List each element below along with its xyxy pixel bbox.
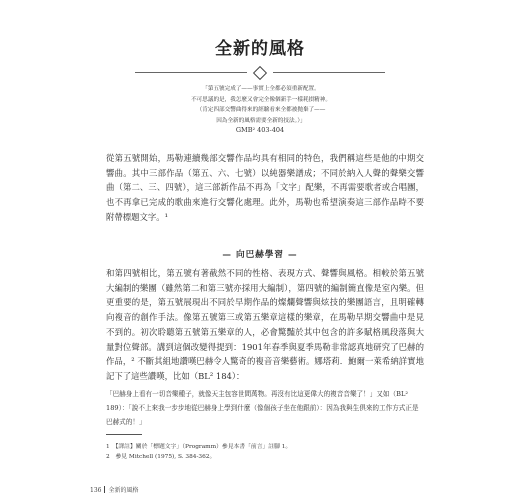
body-paragraph-1: 從第五號開始，馬勒連續幾部交響作品均具有相同的特色，我們稱這些是他的中期交響曲。其中三部作品（第五、六、七號）以純器樂譜成；不同於納入人聲的聲樂交響曲（第二、三、四號），這三部新作品不再為「文字」配樂，不再需要歌者或合唱團，也不再拿已完成的歌曲來進行交響化處理。此外，馬勒也希望演奏這三部作品時不要附帶標題文字。¹ bbox=[106, 153, 424, 222]
running-title: 全新的風格 bbox=[108, 487, 139, 494]
ornament-rule-left bbox=[135, 72, 247, 73]
footnote-2: 2 參見 Mitchell (1975), S. 384-362。 bbox=[106, 454, 216, 460]
page-number: 136 bbox=[90, 487, 102, 494]
title-ornament bbox=[135, 68, 385, 78]
footnote-1: 1 【譯註】關於「標題文字」（Programm）參見本書「前言」註腳 1。 bbox=[106, 444, 292, 450]
footnote-divider bbox=[106, 434, 142, 435]
chapter-title: 全新的風格 bbox=[215, 39, 305, 59]
epigraph-line: （肯定四部交響曲得來的經驗看來全都被抛棄了—— bbox=[196, 107, 326, 113]
page-footer bbox=[90, 485, 138, 494]
folio-divider bbox=[104, 486, 105, 493]
quotation: 「巴赫身上看有一切音樂種子，就像天主包容世間萬物。再沒有比這更偉大的複音音樂了！」又如（BL² 189）：「說不上來我一步步地從巴赫身上學到什麼（像個孩子坐在他跟前）：因為我與生俱來的工作方式正是巴赫式的！」 bbox=[106, 390, 419, 426]
epigraph-line: 因為全新的風格需要全新的技法。）」 bbox=[216, 117, 306, 124]
section-heading: — 向巴赫學習 — bbox=[222, 250, 298, 260]
epigraph-line: 「第五號完成了——事實上全都必須重新配置。 bbox=[202, 86, 320, 92]
epigraph-line: 不可思議的是，我怎麼又會完全像個新手一樣耗損精神。 bbox=[191, 96, 331, 103]
ornament-rule-right bbox=[273, 72, 385, 73]
diamond-ornament-icon bbox=[253, 66, 267, 80]
body-paragraph-2: 和第四號相比，第五號有著截然不同的性格、表現方式、聲響與風格。相較於第五號大編制的樂團（雖然第二和第三號亦採用大編制），第四號的編制簡直像是室內樂。但更重要的是，第五號展現出不同於早期作品的燦爛聲響與炫技的樂團語言，且明確轉向複音的創作手法。像第五號第三或第五樂章這樣的樂章，在馬勒早期交響曲中是見不到的。初次聆聽第五號第五樂章的人，必會驚豔於其中包含的許多賦格風段落與大量對位聲部。講到這個改變得提到：1901年春季與夏季馬勒非常認真地研究了巴赫的作品，² 不斷其組地讚嘆巴赫令人驚奇的複音音樂藝術。娜塔莉．鮑爾一萊希納詳實地記下了這些讚嘆，比如（BL² 184）： bbox=[106, 268, 424, 381]
footnotes bbox=[106, 442, 424, 462]
epigraph-source: GMB² 403-404 bbox=[235, 126, 285, 134]
epigraph bbox=[150, 84, 372, 126]
